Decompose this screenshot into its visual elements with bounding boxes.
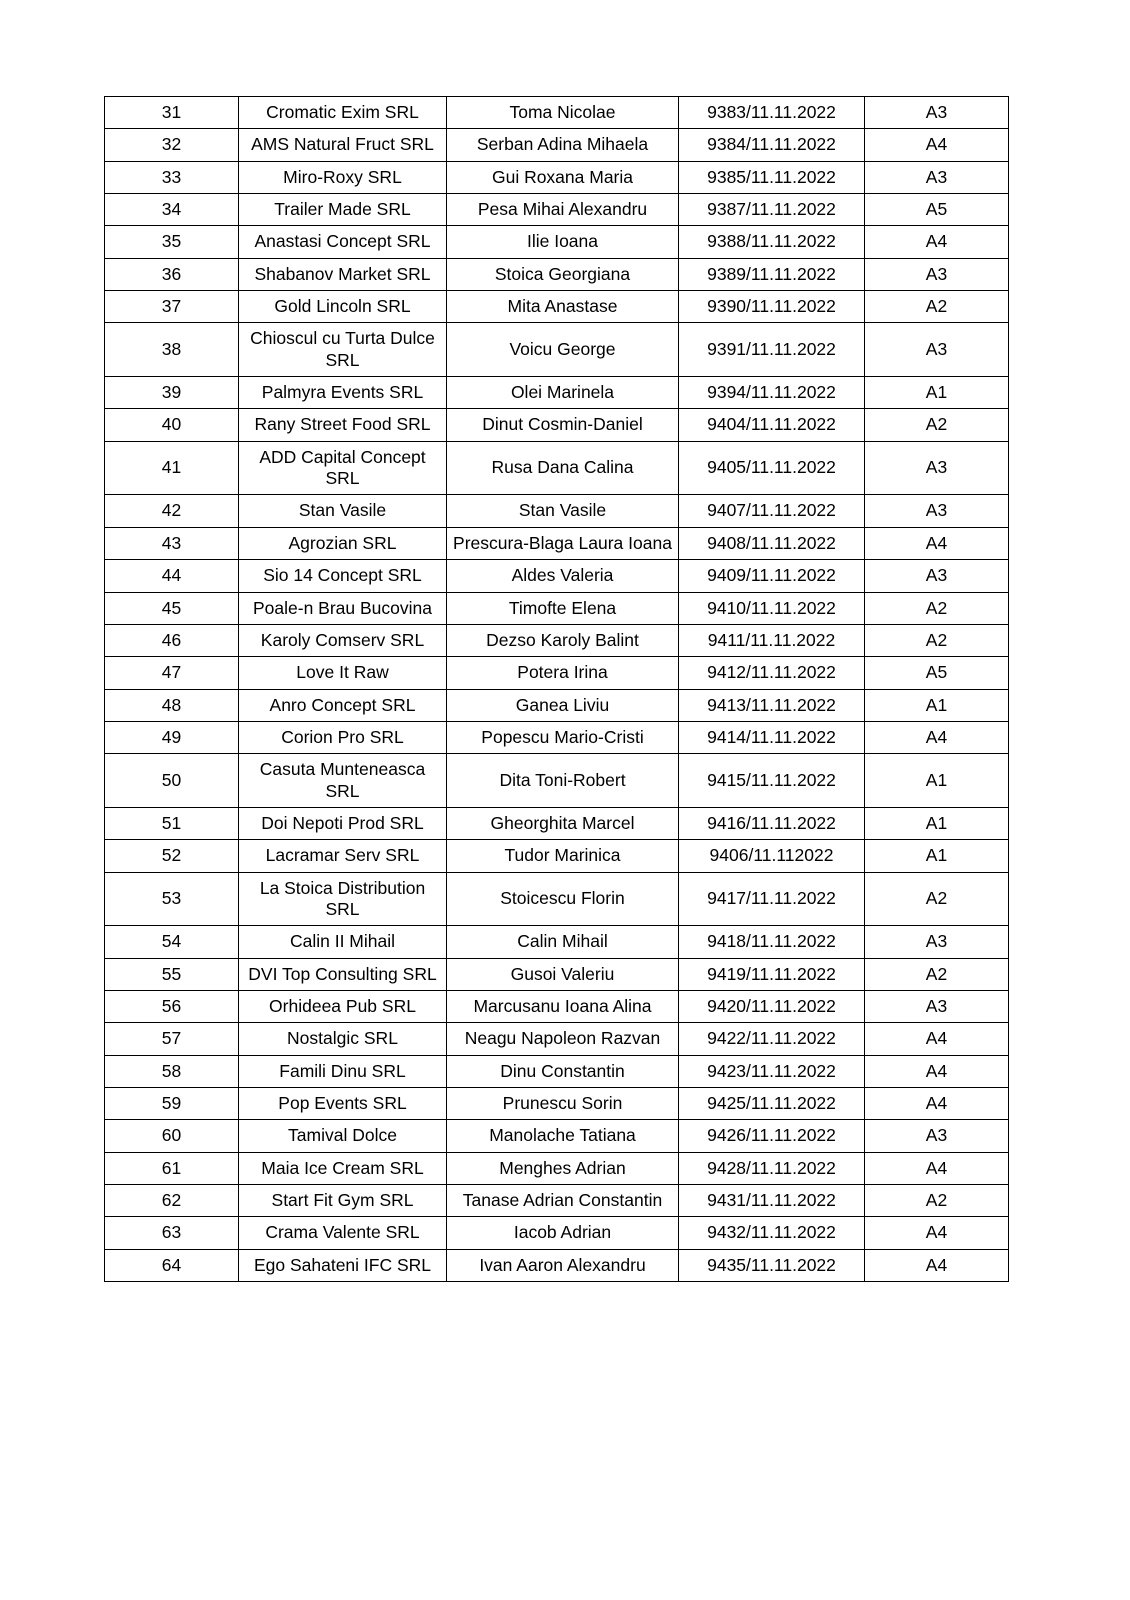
cell-person: Menghes Adrian — [447, 1152, 679, 1184]
cell-code: A3 — [865, 258, 1009, 290]
cell-company: ADD Capital Concept SRL — [239, 441, 447, 495]
cell-code: A5 — [865, 657, 1009, 689]
cell-person: Iacob Adrian — [447, 1217, 679, 1249]
cell-doc-number-date: 9407/11.11.2022 — [679, 495, 865, 527]
cell-doc-number-date: 9383/11.11.2022 — [679, 97, 865, 129]
cell-code: A2 — [865, 409, 1009, 441]
table-row — [105, 97, 1009, 129]
cell-nr: 36 — [105, 258, 239, 290]
cell-doc-number-date: 9384/11.11.2022 — [679, 129, 865, 161]
cell-doc-number-date: 9415/11.11.2022 — [679, 754, 865, 808]
table-row — [105, 377, 1009, 409]
cell-nr: 50 — [105, 754, 239, 808]
cell-code: A2 — [865, 624, 1009, 656]
table-row — [105, 624, 1009, 656]
cell-nr: 41 — [105, 441, 239, 495]
cell-code: A4 — [865, 721, 1009, 753]
cell-company: Stan Vasile — [239, 495, 447, 527]
cell-nr: 51 — [105, 807, 239, 839]
cell-nr: 61 — [105, 1152, 239, 1184]
table-row — [105, 1217, 1009, 1249]
cell-nr: 34 — [105, 194, 239, 226]
cell-company: Gold Lincoln SRL — [239, 291, 447, 323]
cell-code: A3 — [865, 441, 1009, 495]
cell-person: Gheorghita Marcel — [447, 807, 679, 839]
cell-doc-number-date: 9387/11.11.2022 — [679, 194, 865, 226]
table-row — [105, 689, 1009, 721]
cell-person: Mita Anastase — [447, 291, 679, 323]
cell-doc-number-date: 9419/11.11.2022 — [679, 958, 865, 990]
table-row — [105, 258, 1009, 290]
cell-company: Trailer Made SRL — [239, 194, 447, 226]
cell-doc-number-date: 9389/11.11.2022 — [679, 258, 865, 290]
cell-person: Serban Adina Mihaela — [447, 129, 679, 161]
table-row — [105, 807, 1009, 839]
cell-doc-number-date: 9385/11.11.2022 — [679, 161, 865, 193]
cell-doc-number-date: 9417/11.11.2022 — [679, 872, 865, 926]
cell-nr: 45 — [105, 592, 239, 624]
table-row — [105, 990, 1009, 1022]
cell-company: Poale-n Brau Bucovina — [239, 592, 447, 624]
cell-doc-number-date: 9416/11.11.2022 — [679, 807, 865, 839]
table-row — [105, 1185, 1009, 1217]
cell-person: Prescura-Blaga Laura Ioana — [447, 527, 679, 559]
cell-company: Corion Pro SRL — [239, 721, 447, 753]
cell-doc-number-date: 9423/11.11.2022 — [679, 1055, 865, 1087]
cell-person: Ganea Liviu — [447, 689, 679, 721]
cell-nr: 40 — [105, 409, 239, 441]
cell-doc-number-date: 9431/11.11.2022 — [679, 1185, 865, 1217]
cell-person: Neagu Napoleon Razvan — [447, 1023, 679, 1055]
cell-company: Anro Concept SRL — [239, 689, 447, 721]
cell-doc-number-date: 9414/11.11.2022 — [679, 721, 865, 753]
table-row — [105, 1152, 1009, 1184]
cell-nr: 59 — [105, 1088, 239, 1120]
cell-nr: 56 — [105, 990, 239, 1022]
cell-company: Love It Raw — [239, 657, 447, 689]
cell-person: Olei Marinela — [447, 377, 679, 409]
cell-nr: 62 — [105, 1185, 239, 1217]
cell-doc-number-date: 9422/11.11.2022 — [679, 1023, 865, 1055]
cell-company: Maia Ice Cream SRL — [239, 1152, 447, 1184]
cell-doc-number-date: 9426/11.11.2022 — [679, 1120, 865, 1152]
cell-company: Famili Dinu SRL — [239, 1055, 447, 1087]
cell-nr: 54 — [105, 926, 239, 958]
cell-person: Stan Vasile — [447, 495, 679, 527]
cell-company: Calin II Mihail — [239, 926, 447, 958]
cell-company: Chioscul cu Turta Dulce SRL — [239, 323, 447, 377]
cell-person: Potera Irina — [447, 657, 679, 689]
cell-code: A4 — [865, 226, 1009, 258]
cell-nr: 47 — [105, 657, 239, 689]
cell-person: Dezso Karoly Balint — [447, 624, 679, 656]
cell-code: A3 — [865, 495, 1009, 527]
cell-code: A5 — [865, 194, 1009, 226]
cell-company: AMS Natural Fruct SRL — [239, 129, 447, 161]
cell-company: Karoly Comserv SRL — [239, 624, 447, 656]
cell-code: A3 — [865, 560, 1009, 592]
cell-code: A1 — [865, 754, 1009, 808]
cell-doc-number-date: 9432/11.11.2022 — [679, 1217, 865, 1249]
cell-company: Rany Street Food SRL — [239, 409, 447, 441]
table-row — [105, 527, 1009, 559]
table-row — [105, 926, 1009, 958]
cell-doc-number-date: 9435/11.11.2022 — [679, 1249, 865, 1281]
cell-company: Orhideea Pub SRL — [239, 990, 447, 1022]
cell-code: A4 — [865, 1088, 1009, 1120]
cell-company: Anastasi Concept SRL — [239, 226, 447, 258]
cell-person: Popescu Mario-Cristi — [447, 721, 679, 753]
cell-person: Ivan Aaron Alexandru — [447, 1249, 679, 1281]
cell-person: Ilie Ioana — [447, 226, 679, 258]
table-row — [105, 129, 1009, 161]
cell-company: Agrozian SRL — [239, 527, 447, 559]
cell-doc-number-date: 9410/11.11.2022 — [679, 592, 865, 624]
cell-nr: 38 — [105, 323, 239, 377]
cell-nr: 46 — [105, 624, 239, 656]
cell-company: Doi Nepoti Prod SRL — [239, 807, 447, 839]
cell-nr: 32 — [105, 129, 239, 161]
cell-person: Voicu George — [447, 323, 679, 377]
cell-code: A2 — [865, 958, 1009, 990]
registry-table-body — [105, 97, 1009, 1282]
cell-code: A3 — [865, 926, 1009, 958]
table-row — [105, 1023, 1009, 1055]
table-row — [105, 441, 1009, 495]
cell-nr: 37 — [105, 291, 239, 323]
cell-nr: 48 — [105, 689, 239, 721]
cell-person: Stoicescu Florin — [447, 872, 679, 926]
cell-person: Stoica Georgiana — [447, 258, 679, 290]
cell-nr: 57 — [105, 1023, 239, 1055]
table-row — [105, 872, 1009, 926]
cell-person: Gui Roxana Maria — [447, 161, 679, 193]
cell-nr: 35 — [105, 226, 239, 258]
cell-code: A4 — [865, 1023, 1009, 1055]
cell-company: Crama Valente SRL — [239, 1217, 447, 1249]
cell-company: Cromatic Exim SRL — [239, 97, 447, 129]
cell-person: Gusoi Valeriu — [447, 958, 679, 990]
cell-nr: 39 — [105, 377, 239, 409]
cell-code: A4 — [865, 1217, 1009, 1249]
cell-company: Ego Sahateni IFC SRL — [239, 1249, 447, 1281]
table-row — [105, 161, 1009, 193]
cell-nr: 43 — [105, 527, 239, 559]
cell-company: Tamival Dolce — [239, 1120, 447, 1152]
cell-code: A1 — [865, 377, 1009, 409]
cell-person: Dinut Cosmin-Daniel — [447, 409, 679, 441]
cell-code: A3 — [865, 1120, 1009, 1152]
table-row — [105, 495, 1009, 527]
cell-nr: 52 — [105, 840, 239, 872]
cell-company: DVI Top Consulting SRL — [239, 958, 447, 990]
cell-doc-number-date: 9390/11.11.2022 — [679, 291, 865, 323]
cell-nr: 55 — [105, 958, 239, 990]
cell-doc-number-date: 9408/11.11.2022 — [679, 527, 865, 559]
cell-person: Manolache Tatiana — [447, 1120, 679, 1152]
table-row — [105, 1088, 1009, 1120]
table-row — [105, 840, 1009, 872]
cell-company: Start Fit Gym SRL — [239, 1185, 447, 1217]
cell-company: Sio 14 Concept SRL — [239, 560, 447, 592]
cell-person: Marcusanu Ioana Alina — [447, 990, 679, 1022]
cell-doc-number-date: 9412/11.11.2022 — [679, 657, 865, 689]
table-row — [105, 592, 1009, 624]
cell-code: A1 — [865, 807, 1009, 839]
cell-doc-number-date: 9428/11.11.2022 — [679, 1152, 865, 1184]
cell-doc-number-date: 9425/11.11.2022 — [679, 1088, 865, 1120]
cell-doc-number-date: 9391/11.11.2022 — [679, 323, 865, 377]
cell-nr: 33 — [105, 161, 239, 193]
cell-code: A1 — [865, 840, 1009, 872]
cell-code: A2 — [865, 291, 1009, 323]
cell-doc-number-date: 9404/11.11.2022 — [679, 409, 865, 441]
cell-nr: 63 — [105, 1217, 239, 1249]
cell-company: Casuta Munteneasca SRL — [239, 754, 447, 808]
cell-person: Toma Nicolae — [447, 97, 679, 129]
table-row — [105, 657, 1009, 689]
cell-person: Calin Mihail — [447, 926, 679, 958]
cell-person: Rusa Dana Calina — [447, 441, 679, 495]
cell-code: A3 — [865, 161, 1009, 193]
cell-doc-number-date: 9394/11.11.2022 — [679, 377, 865, 409]
cell-code: A3 — [865, 323, 1009, 377]
cell-company: Miro-Roxy SRL — [239, 161, 447, 193]
cell-company: Palmyra Events SRL — [239, 377, 447, 409]
cell-code: A4 — [865, 129, 1009, 161]
cell-code: A4 — [865, 1152, 1009, 1184]
cell-nr: 31 — [105, 97, 239, 129]
cell-doc-number-date: 9418/11.11.2022 — [679, 926, 865, 958]
cell-code: A3 — [865, 990, 1009, 1022]
cell-company: Pop Events SRL — [239, 1088, 447, 1120]
cell-person: Tanase Adrian Constantin — [447, 1185, 679, 1217]
cell-company: Lacramar Serv SRL — [239, 840, 447, 872]
cell-nr: 49 — [105, 721, 239, 753]
cell-code: A2 — [865, 1185, 1009, 1217]
cell-person: Prunescu Sorin — [447, 1088, 679, 1120]
table-row — [105, 323, 1009, 377]
registry-table — [104, 96, 1009, 1282]
cell-nr: 58 — [105, 1055, 239, 1087]
cell-nr: 64 — [105, 1249, 239, 1281]
cell-doc-number-date: 9420/11.11.2022 — [679, 990, 865, 1022]
table-row — [105, 226, 1009, 258]
cell-person: Tudor Marinica — [447, 840, 679, 872]
cell-doc-number-date: 9413/11.11.2022 — [679, 689, 865, 721]
table-row — [105, 291, 1009, 323]
cell-doc-number-date: 9405/11.11.2022 — [679, 441, 865, 495]
table-row — [105, 560, 1009, 592]
cell-doc-number-date: 9388/11.11.2022 — [679, 226, 865, 258]
cell-company: La Stoica Distribution SRL — [239, 872, 447, 926]
cell-nr: 42 — [105, 495, 239, 527]
cell-doc-number-date: 9411/11.11.2022 — [679, 624, 865, 656]
cell-nr: 53 — [105, 872, 239, 926]
cell-code: A4 — [865, 1055, 1009, 1087]
cell-code: A4 — [865, 1249, 1009, 1281]
cell-doc-number-date: 9406/11.112022 — [679, 840, 865, 872]
cell-code: A2 — [865, 592, 1009, 624]
cell-code: A2 — [865, 872, 1009, 926]
table-row — [105, 1120, 1009, 1152]
cell-company: Shabanov Market SRL — [239, 258, 447, 290]
cell-code: A3 — [865, 97, 1009, 129]
cell-nr: 60 — [105, 1120, 239, 1152]
registry-table-container — [104, 96, 1008, 1282]
table-row — [105, 1249, 1009, 1281]
cell-person: Aldes Valeria — [447, 560, 679, 592]
cell-company: Nostalgic SRL — [239, 1023, 447, 1055]
table-row — [105, 958, 1009, 990]
table-row — [105, 1055, 1009, 1087]
table-row — [105, 194, 1009, 226]
cell-nr: 44 — [105, 560, 239, 592]
cell-person: Dita Toni-Robert — [447, 754, 679, 808]
cell-person: Timofte Elena — [447, 592, 679, 624]
cell-person: Pesa Mihai Alexandru — [447, 194, 679, 226]
cell-doc-number-date: 9409/11.11.2022 — [679, 560, 865, 592]
cell-person: Dinu Constantin — [447, 1055, 679, 1087]
cell-code: A1 — [865, 689, 1009, 721]
cell-code: A4 — [865, 527, 1009, 559]
table-row — [105, 721, 1009, 753]
table-row — [105, 754, 1009, 808]
table-row — [105, 409, 1009, 441]
